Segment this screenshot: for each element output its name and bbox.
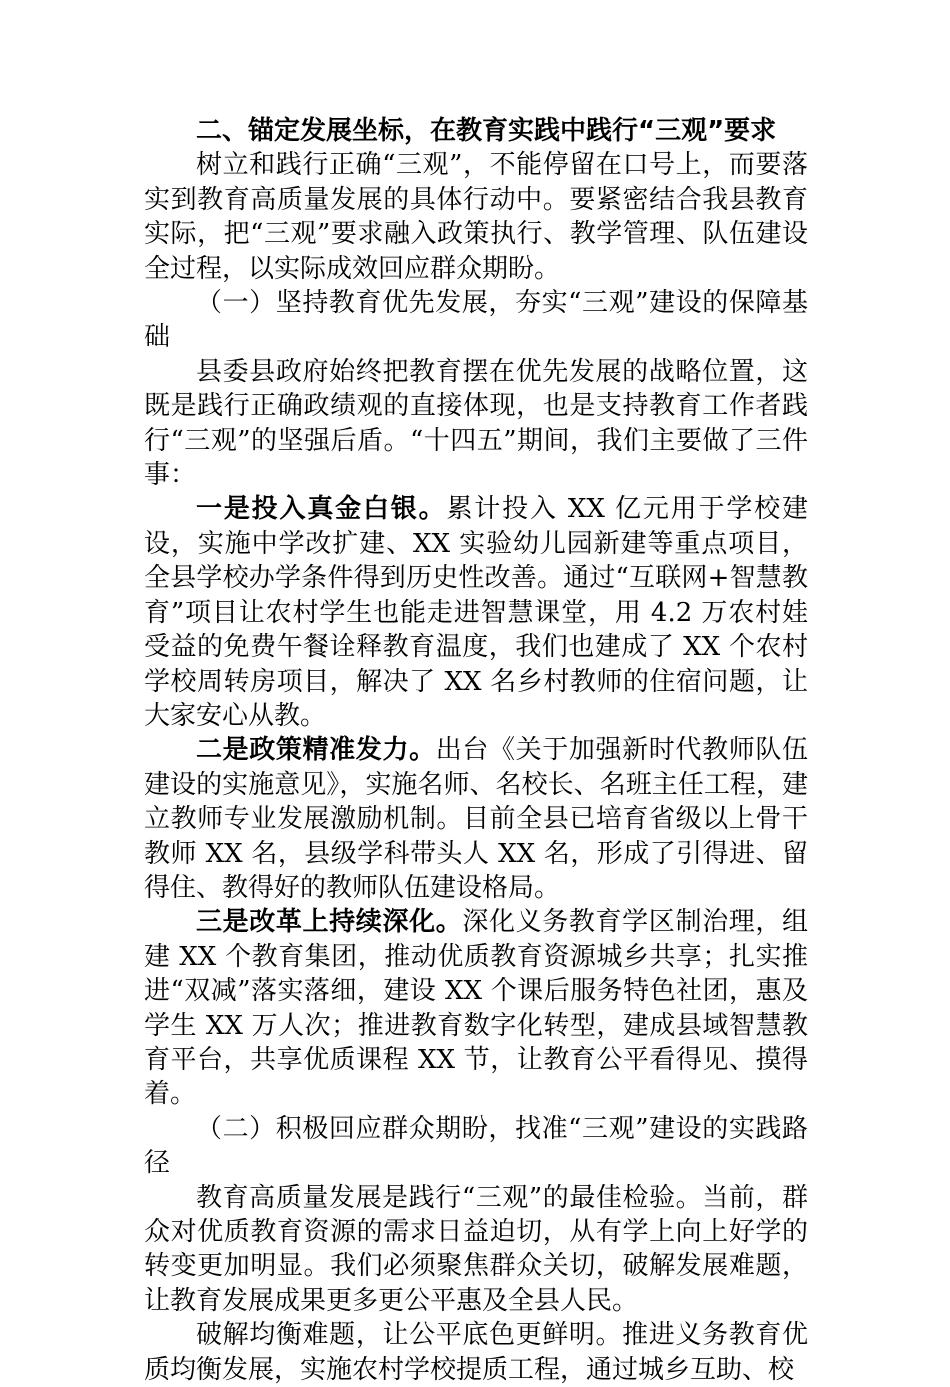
- subheading-2: （二）积极回应群众期盼，找准“三观”建设的实践路径: [144, 1113, 808, 1179]
- paragraph-balance: 破解均衡难题，让公平底色更鲜明。推进义务教育优质均衡发展，实施农村学校提质工程，通过城乡互助、校: [144, 1320, 808, 1385]
- item-1-text: 累计投入 XX 亿元用于学校建设，实施中学改扩建、XX 实验幼儿园新建等重点项目，全县学校办学条件得到历史性改善。通过“互联网+智慧教育”项目让农村学生也能走进智慧课堂，用 4.2 万农村娃受益的免费午餐诠释教育温度，我们也建成了 XX 个农村学校周转房项目，解决了 XX 名乡村教师的住宿问题，让大家安心从教。: [144, 494, 808, 731]
- item-2-lead: 二是政策精准发力。: [196, 735, 436, 766]
- document-body: [144, 114, 808, 1387]
- paragraph-item-1: [144, 492, 808, 733]
- paragraph-item-3: [144, 905, 808, 1111]
- item-1-lead: 一是投入真金白银。: [196, 494, 447, 525]
- paragraph-item-2: [144, 733, 808, 905]
- paragraph-subheading-2: 教育高质量发展是践行“三观”的最佳检验。当前，群众对优质教育资源的需求日益迫切，从有学上向上好学的转变更加明显。我们必须聚焦群众关切，破解发展难题，让教育发展成果更多更公平惠及全县人民。: [144, 1182, 808, 1316]
- paragraph-intro: 树立和践行正确“三观”，不能停留在口号上，而要落实到教育高质量发展的具体行动中。要紧密结合我县教育实际，把“三观”要求融入政策执行、教学管理、队伍建设全过程，以实际成效回应群众期盼。: [144, 150, 808, 284]
- item-2-text: 出台《关于加强新时代教师队伍建设的实施意见》，实施名师、名校长、名班主任工程，建立教师专业发展激励机制。目前全县已培育省级以上骨干教师 XX 名，县级学科带头人 XX 名，形成了引得进、留得住、教得好的教师队伍建设格局。: [144, 735, 808, 903]
- paragraph-subheading-1: 县委县政府始终把教育摆在优先发展的战略位置，这既是践行正确政绩观的直接体现，也是支持教育工作者践行“三观”的坚强后盾。“十四五”期间，我们主要做了三件事：: [144, 356, 808, 491]
- subheading-1: （一）坚持教育优先发展，夯实“三观”建设的保障基础: [144, 288, 808, 353]
- item-3-lead: 三是改革上持续深化。: [196, 907, 463, 938]
- item-3-text: 深化义务教育学区制治理，组建 XX 个教育集团，推动优质教育资源城乡共享；扎实推进“双减”落实落细，建设 XX 个课后服务特色社团，惠及学生 XX 万人次；推进教育数字化转型，建成县域智慧教育平台，共享优质课程 XX 节，让教育公平看得见、摸得着。: [144, 907, 808, 1110]
- section-heading-2: 二、锚定发展坐标，在教育实践中践行“三观”要求: [196, 116, 777, 146]
